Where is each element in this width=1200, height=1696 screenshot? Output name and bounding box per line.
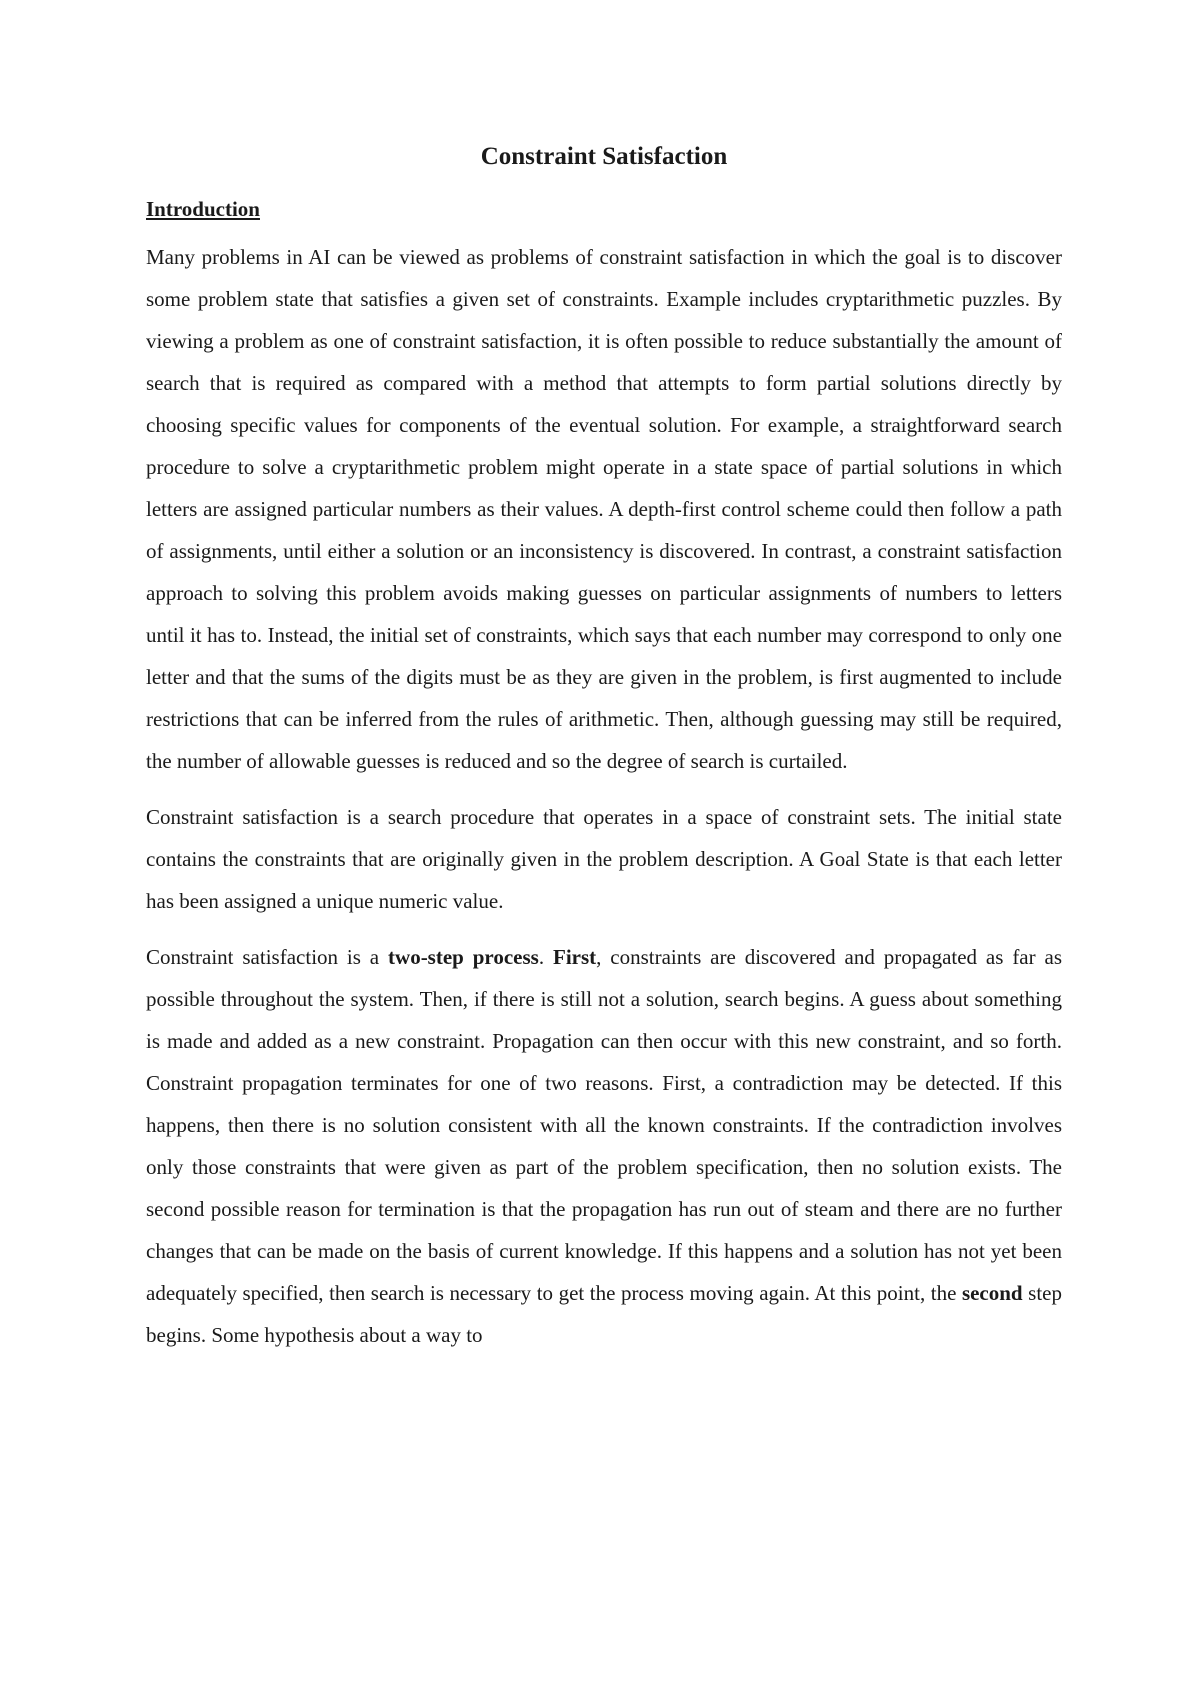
bold-first: First	[553, 944, 597, 969]
paragraph-3-text-1: Constraint satisfaction is a	[146, 944, 389, 969]
paragraph-2: Constraint satisfaction is a search procedure that operates in a space of constraint sets. The initial state contains the constraints that are originally given in the problem description. A Goal State is that each letter has been assigned a unique numeric value.	[146, 804, 1062, 913]
document-page	[146, 142, 1062, 1370]
document-title: Constraint Satisfaction	[480, 143, 728, 170]
bold-two-step-process: two-step process	[388, 944, 539, 969]
bold-second: second	[961, 1280, 1023, 1305]
paragraph-3-text-3: , constraints are discovered and propagated as far as possible throughout the system. Then, if there is still not a solution, search begins. A guess about something is made and added as a new constraint. Propagation can then occur with this new constraint, and so forth. Constraint propagation terminates for one of two reasons. First, a contradiction may be detected. If this happens, then there is no solution consistent with all the known constraints. If the contradiction involves only those constraints that were given as part of the problem specification, then no solution exists. The second possible reason for termination is that the propagation has run out of steam and there are no further changes that can be made on the basis of current knowledge. If this happens and a solution has not yet been adequately specified, then search is necessary to get the process moving again. At this point, the	[146, 944, 1063, 1305]
paragraph-3-text-4: step begins. Some hypothesis about a way to	[146, 1280, 1062, 1347]
section-heading-introduction: Introduction	[146, 197, 260, 221]
paragraph-1: Many problems in AI can be viewed as problems of constraint satisfaction in which the goal is to discover some problem state that satisfies a given set of constraints. Example includes cryptarithmetic puzzles. By viewing a problem as one of constraint satisfaction, it is often possible to reduce substantially the amount of search that is required as compared with a method that attempts to form partial solutions directly by choosing specific values for components of the eventual solution. For example, a straightforward search procedure to solve a cryptarithmetic problem might operate in a state space of partial solutions in which letters are assigned particular numbers as their values. A depth-first control scheme could then follow a path of assignments, until either a solution or an inconsistency is discovered. In contrast, a constraint satisfaction approach to solving this problem avoids making guesses on particular assignments of numbers to letters until it has to. Instead, the initial set of constraints, which says that each number may correspond to only one letter and that the sums of the digits must be as they are given in the problem, is first augmented to include restrictions that can be inferred from the rules of arithmetic. Then, although guessing may still be required, the number of allowable guesses is reduced and so the degree of search is curtailed.	[146, 244, 1062, 773]
paragraph-3	[146, 936, 1062, 1356]
paragraph-3-text-2: .	[538, 944, 553, 969]
